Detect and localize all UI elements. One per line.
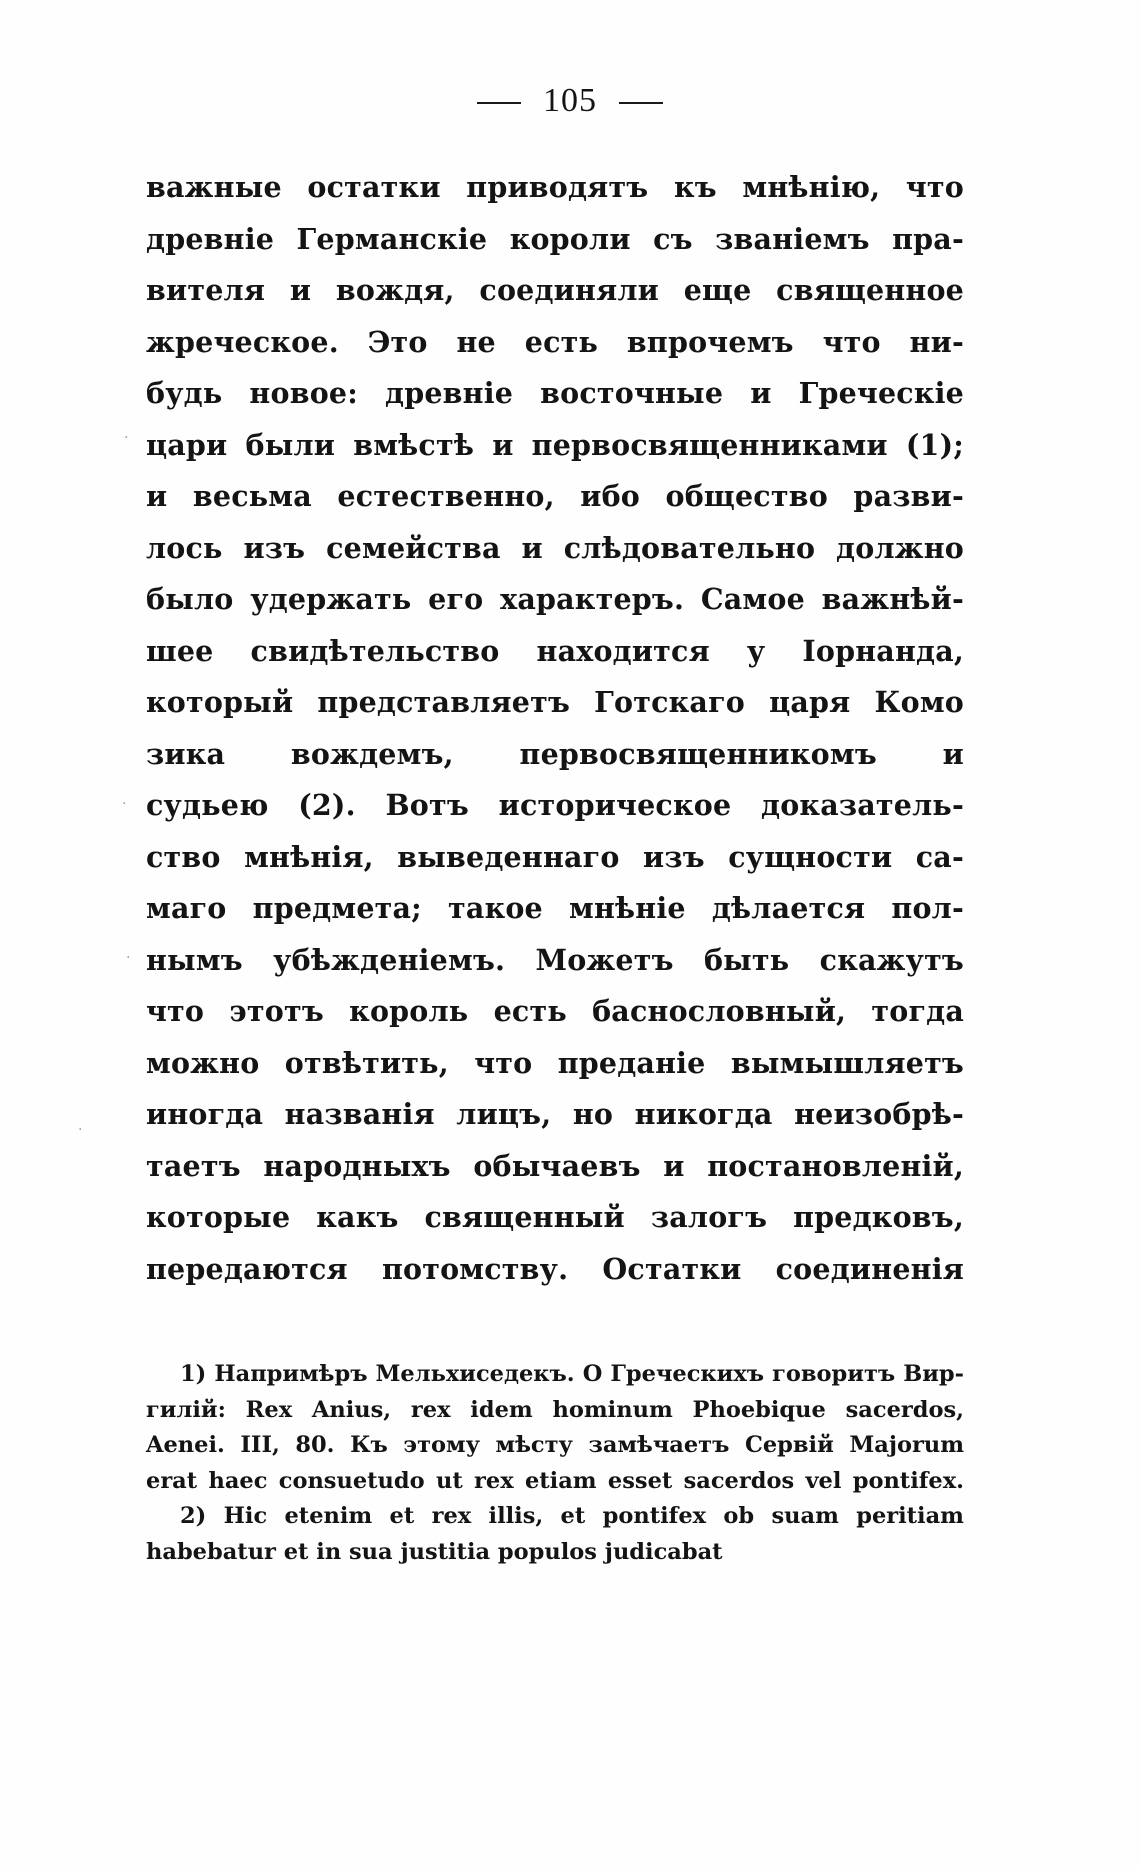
text-line: таетъ народныхъ обычаевъ и постановленій,	[146, 1148, 964, 1183]
footnote-line: гилій: Rex Anius, rex idem hominum Phoebique sacerdos,	[146, 1396, 964, 1423]
page-number	[0, 82, 1140, 120]
text-line: маго предмета; такое мнѣніе дѣлается пол-	[146, 891, 964, 925]
text-line: зика вождемъ, первосвященникомъ и	[146, 736, 964, 771]
page-number-value: 105	[543, 82, 597, 119]
dash-left	[477, 102, 521, 104]
text-line: жреческое. Это не есть впрочемъ что ни-	[146, 324, 964, 359]
text-line: древніе Германскіе короли съ званіемъ пра-	[146, 221, 964, 256]
footnotes	[146, 1357, 964, 1570]
main-text	[146, 162, 964, 1295]
text-line: лось изъ семейства и слѣдовательно должно	[146, 530, 964, 565]
text-line: нымъ убѣжденіемъ. Можетъ быть скажутъ	[146, 942, 964, 977]
text-line: ство мнѣнія, выведеннаго изъ сущности са-	[146, 839, 964, 874]
text-line: иногда названія лицъ, но никогда неизобрѣ-	[146, 1097, 964, 1131]
margin-speck: ·	[122, 796, 127, 812]
footnote-line: 2) Hic etenim et rex illis, et pontifex ob suam peritiam	[180, 1503, 964, 1529]
text-line: будь новое: древніе восточные и Греческіе	[146, 376, 964, 410]
text-line: шее свидѣтельство находится у Іорнанда,	[146, 633, 964, 668]
text-line: которые какъ священный залогъ предковъ,	[146, 1200, 964, 1234]
dash-right	[619, 102, 663, 104]
text-line: вителя и вождя, соединяли еще священное	[146, 273, 964, 307]
text-line: судьею (2). Вотъ историческое доказатель-	[146, 788, 964, 822]
footnote-line: 1) Напримѣръ Мельхиседекъ. О Греческихъ говоритъ Вир-	[180, 1361, 964, 1387]
margin-speck: ·	[124, 430, 129, 446]
margin-speck: ·	[126, 950, 131, 966]
margin-speck: ·	[78, 1122, 83, 1138]
text-line: можно отвѣтить, что преданіе вымышляетъ	[146, 1045, 964, 1080]
text-line: который представляетъ Готскаго царя Комо	[146, 685, 964, 719]
footnote-line: habebatur et in sua justitia populos judicabat	[146, 1538, 723, 1565]
footnote-line: Aenei. III, 80. Къ этому мѣсту замѣчаетъ Сервій Majorum	[146, 1432, 964, 1458]
text-line: передаются потомству. Остатки соединенія	[146, 1251, 964, 1286]
footnote-line: erat haec consuetudo ut rex etiam esset sacerdos vel pontifex.	[146, 1467, 964, 1494]
text-line: и весьма естественно, ибо общество разви-	[146, 479, 964, 513]
text-line: важные остатки приводятъ къ мнѣнію, что	[146, 170, 964, 204]
text-line: что этотъ король есть баснословный, тогда	[146, 994, 964, 1028]
text-line: было удержать его характеръ. Самое важнѣй-	[146, 582, 964, 616]
text-line: цари были вмѣстѣ и первосвященниками (1);	[146, 427, 964, 462]
